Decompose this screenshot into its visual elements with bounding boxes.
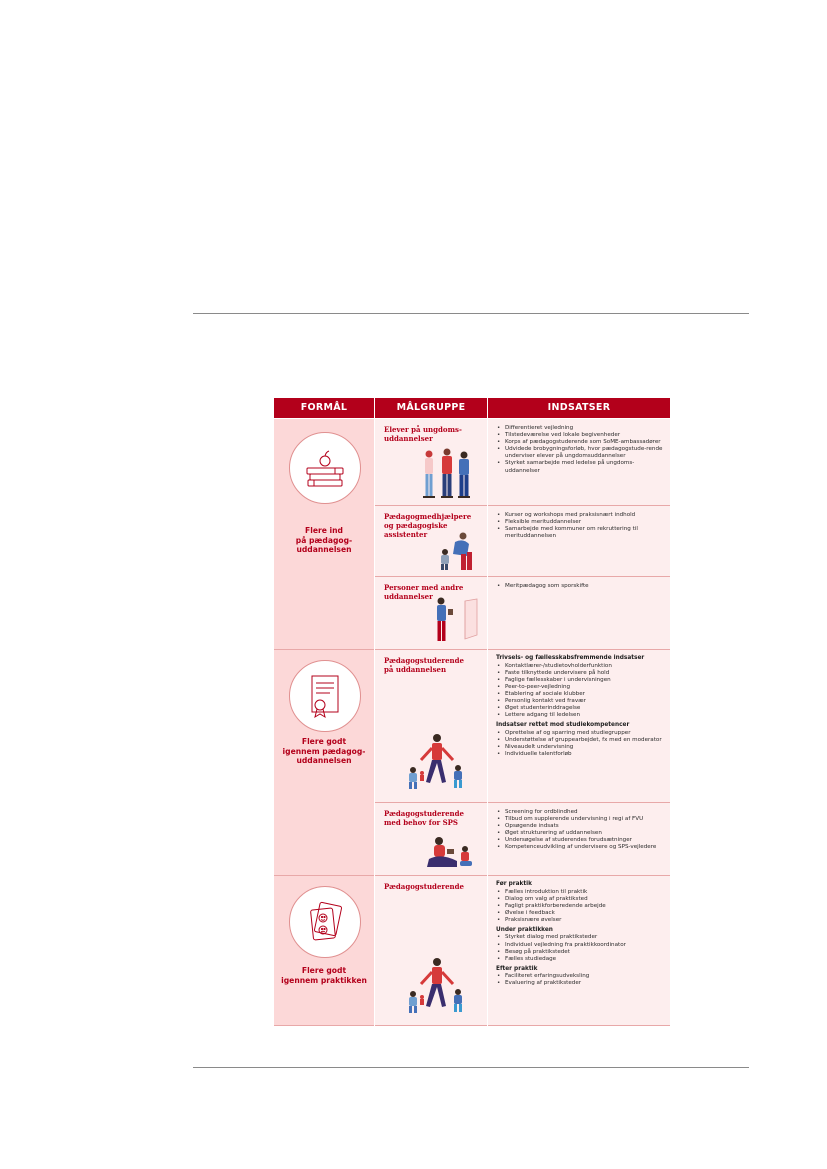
purpose-label — [274, 737, 374, 766]
action-item: • Styrket samarbejde med ledelse på ungdoms-uddannelser — [496, 460, 666, 474]
actions-list — [496, 889, 666, 924]
purpose-cell — [274, 419, 374, 650]
action-item: • Øvelse i feedback — [496, 910, 666, 917]
purpose-label-line: uddannelsen — [296, 545, 352, 555]
target-title-line: Elever på ungdoms- — [384, 425, 462, 434]
action-item: • Tilbud om supplerende undervisning i regi af FVU — [496, 816, 666, 823]
target-title-line: uddannelser — [384, 592, 433, 601]
action-item: • Etablering af sociale klubber — [496, 691, 666, 698]
actions-list — [496, 973, 666, 987]
target-title-line: med behov for SPS — [384, 818, 458, 827]
action-item: • Individuelle talentforløb — [496, 751, 666, 758]
actions-list — [496, 663, 666, 720]
target-group-cell — [375, 419, 487, 506]
target-group-title — [384, 809, 484, 827]
action-item: • Praksisnære øvelser — [496, 917, 666, 924]
target-title-line: Pædagogstuderende — [384, 809, 464, 818]
actions-cell — [488, 577, 670, 650]
header-formaal: FORMÅL — [274, 398, 374, 418]
assistant-helping-child-illustration — [433, 530, 479, 572]
actions-cell — [488, 419, 670, 506]
purpose-label-line: Flere godt — [301, 737, 347, 746]
student-with-children-illustration — [403, 732, 475, 796]
target-title-line: på uddannelsen — [384, 665, 447, 674]
target-title-line: Pædagogstuderende — [384, 882, 464, 891]
student-with-children-illustration — [403, 956, 475, 1020]
action-item: • Udvidede brobygningsforløb, hvor pædagogstude-rende underviser elever på ungdomsuddannelser — [496, 446, 666, 460]
actions-list — [496, 934, 666, 962]
action-item: • Fælles introduktion til praktik — [496, 889, 666, 896]
actions-list — [496, 730, 666, 758]
target-title-line: Pædagogmedhjælpere — [384, 512, 472, 521]
action-item: • Korps af pædagogstuderende som SoME-ambassadører — [496, 439, 666, 446]
actions-list — [496, 425, 666, 475]
action-group-heading: Under praktikken — [496, 926, 553, 933]
action-item: • Differentieret vejledning — [496, 425, 666, 432]
target-group-title — [384, 425, 484, 443]
bottom-divider-line — [193, 1067, 749, 1068]
action-item: • Evaluering af praktiksteder — [496, 980, 666, 987]
action-item: • Faciliteret erfaringsudveksling — [496, 973, 666, 980]
header-indsatser: INDSATSER — [488, 398, 670, 418]
action-item: • Fleksible merituddannelser — [496, 519, 666, 526]
strategy-table-figure — [274, 398, 670, 1026]
actions-list — [496, 512, 666, 540]
purpose-label — [274, 526, 374, 555]
action-item: • Besøg på praktikstedet — [496, 949, 666, 956]
action-item: • Screening for ordblindhed — [496, 809, 666, 816]
purpose-label-line: igennem pædagog- — [282, 746, 366, 756]
target-title-line: uddannelser — [384, 434, 433, 443]
action-item: • Niveaudelt undervisning — [496, 744, 666, 751]
action-item: • Faglige fællesskaber i undervisningen — [496, 677, 666, 684]
target-title-line: Personer med andre — [384, 583, 464, 592]
purpose-cell — [274, 650, 374, 876]
student-reading-with-child-illustration — [425, 833, 481, 873]
purpose-label — [274, 966, 374, 985]
action-item: • Lettere adgang til ledelsen — [496, 712, 666, 719]
smiley-cards-icon — [290, 887, 360, 957]
target-group-cell — [375, 577, 487, 650]
action-item: • Individuel vejledning fra praktikkoordinator — [496, 942, 666, 949]
action-group-heading: Før praktik — [496, 881, 532, 887]
purpose-icon-circle — [289, 660, 361, 732]
action-item: • Kontaktlærer-/studietovholderfunktion — [496, 663, 666, 670]
action-item: • Styrket dialog med praktiksteder — [496, 934, 666, 941]
action-item: • Understøttelse af gruppearbejdet, fx med en moderator — [496, 737, 666, 744]
action-item: • Samarbejde med kommuner om rekruttering til merituddannelsen — [496, 526, 666, 540]
target-group-cell — [375, 506, 487, 577]
purpose-label-line: Flere godt — [301, 966, 347, 975]
action-item: • Dialog om valg af praktiksted — [496, 896, 666, 903]
target-title-line: assistenter — [384, 530, 428, 539]
purpose-label-line: uddannelsen — [296, 756, 352, 766]
action-item: • Oprettelse af og sparring med studiegrupper — [496, 730, 666, 737]
action-item: • Øget studenterinddragelse — [496, 705, 666, 712]
purpose-icon-circle — [289, 886, 361, 958]
action-group-heading: Trivsels- og fællesskabsfremmende indsatser — [496, 655, 645, 661]
action-item: • Personlig kontakt ved fravær — [496, 698, 666, 705]
action-item: • Faste tilknyttede undervisere på hold — [496, 670, 666, 677]
action-item: • Meritpædagog som sporskifte — [496, 583, 666, 590]
purpose-icon-circle — [289, 432, 361, 504]
actions-list — [496, 583, 666, 590]
actions-cell — [488, 803, 670, 876]
action-item: • Øget strukturering af uddannelsen — [496, 830, 666, 837]
target-group-title — [384, 656, 484, 674]
target-group-cell — [375, 876, 487, 1026]
actions-cell — [488, 650, 670, 803]
action-item: • Undersøgelse af studerendes forudsætninger — [496, 837, 666, 844]
header-maalgruppe: MÅLGRUPPE — [375, 398, 487, 418]
target-title-line: og pædagogiske — [384, 521, 448, 530]
action-group-heading: Efter praktik — [496, 965, 538, 972]
action-group-heading: Indsatser rettet mod studiekompetencer — [496, 722, 630, 729]
action-item: • Kompetenceudvikling af undervisere og SPS-vejledere — [496, 844, 666, 851]
purpose-label-line: igennem praktikken — [281, 975, 367, 985]
target-group-cell — [375, 650, 487, 803]
target-group-cell — [375, 803, 487, 876]
actions-cell — [488, 506, 670, 577]
action-item: • Fagligt praktikforberedende arbejde — [496, 903, 666, 910]
actions-list — [496, 809, 666, 852]
purpose-cell — [274, 876, 374, 1026]
diploma-certificate-icon — [290, 661, 360, 731]
action-item: • Peer-to-peer-vejledning — [496, 684, 666, 691]
actions-cell — [488, 876, 670, 1026]
purpose-label-line: Flere ind — [305, 526, 343, 535]
action-item: • Fælles studiedage — [496, 956, 666, 963]
top-divider-line — [193, 313, 749, 314]
purpose-label-line: på pædagog- — [295, 535, 353, 545]
target-group-title — [384, 882, 484, 891]
action-item: • Tilstedeværelse ved lokale begivenheder — [496, 432, 666, 439]
three-young-people-illustration — [417, 446, 477, 502]
action-item: • Kurser og workshops med praksisnært indhold — [496, 512, 666, 519]
action-item: • Opsøgende indsats — [496, 823, 666, 830]
apple-books-icon — [290, 433, 360, 503]
target-title-line: Pædagogstuderende — [384, 656, 464, 665]
person-at-door-illustration — [431, 595, 481, 647]
